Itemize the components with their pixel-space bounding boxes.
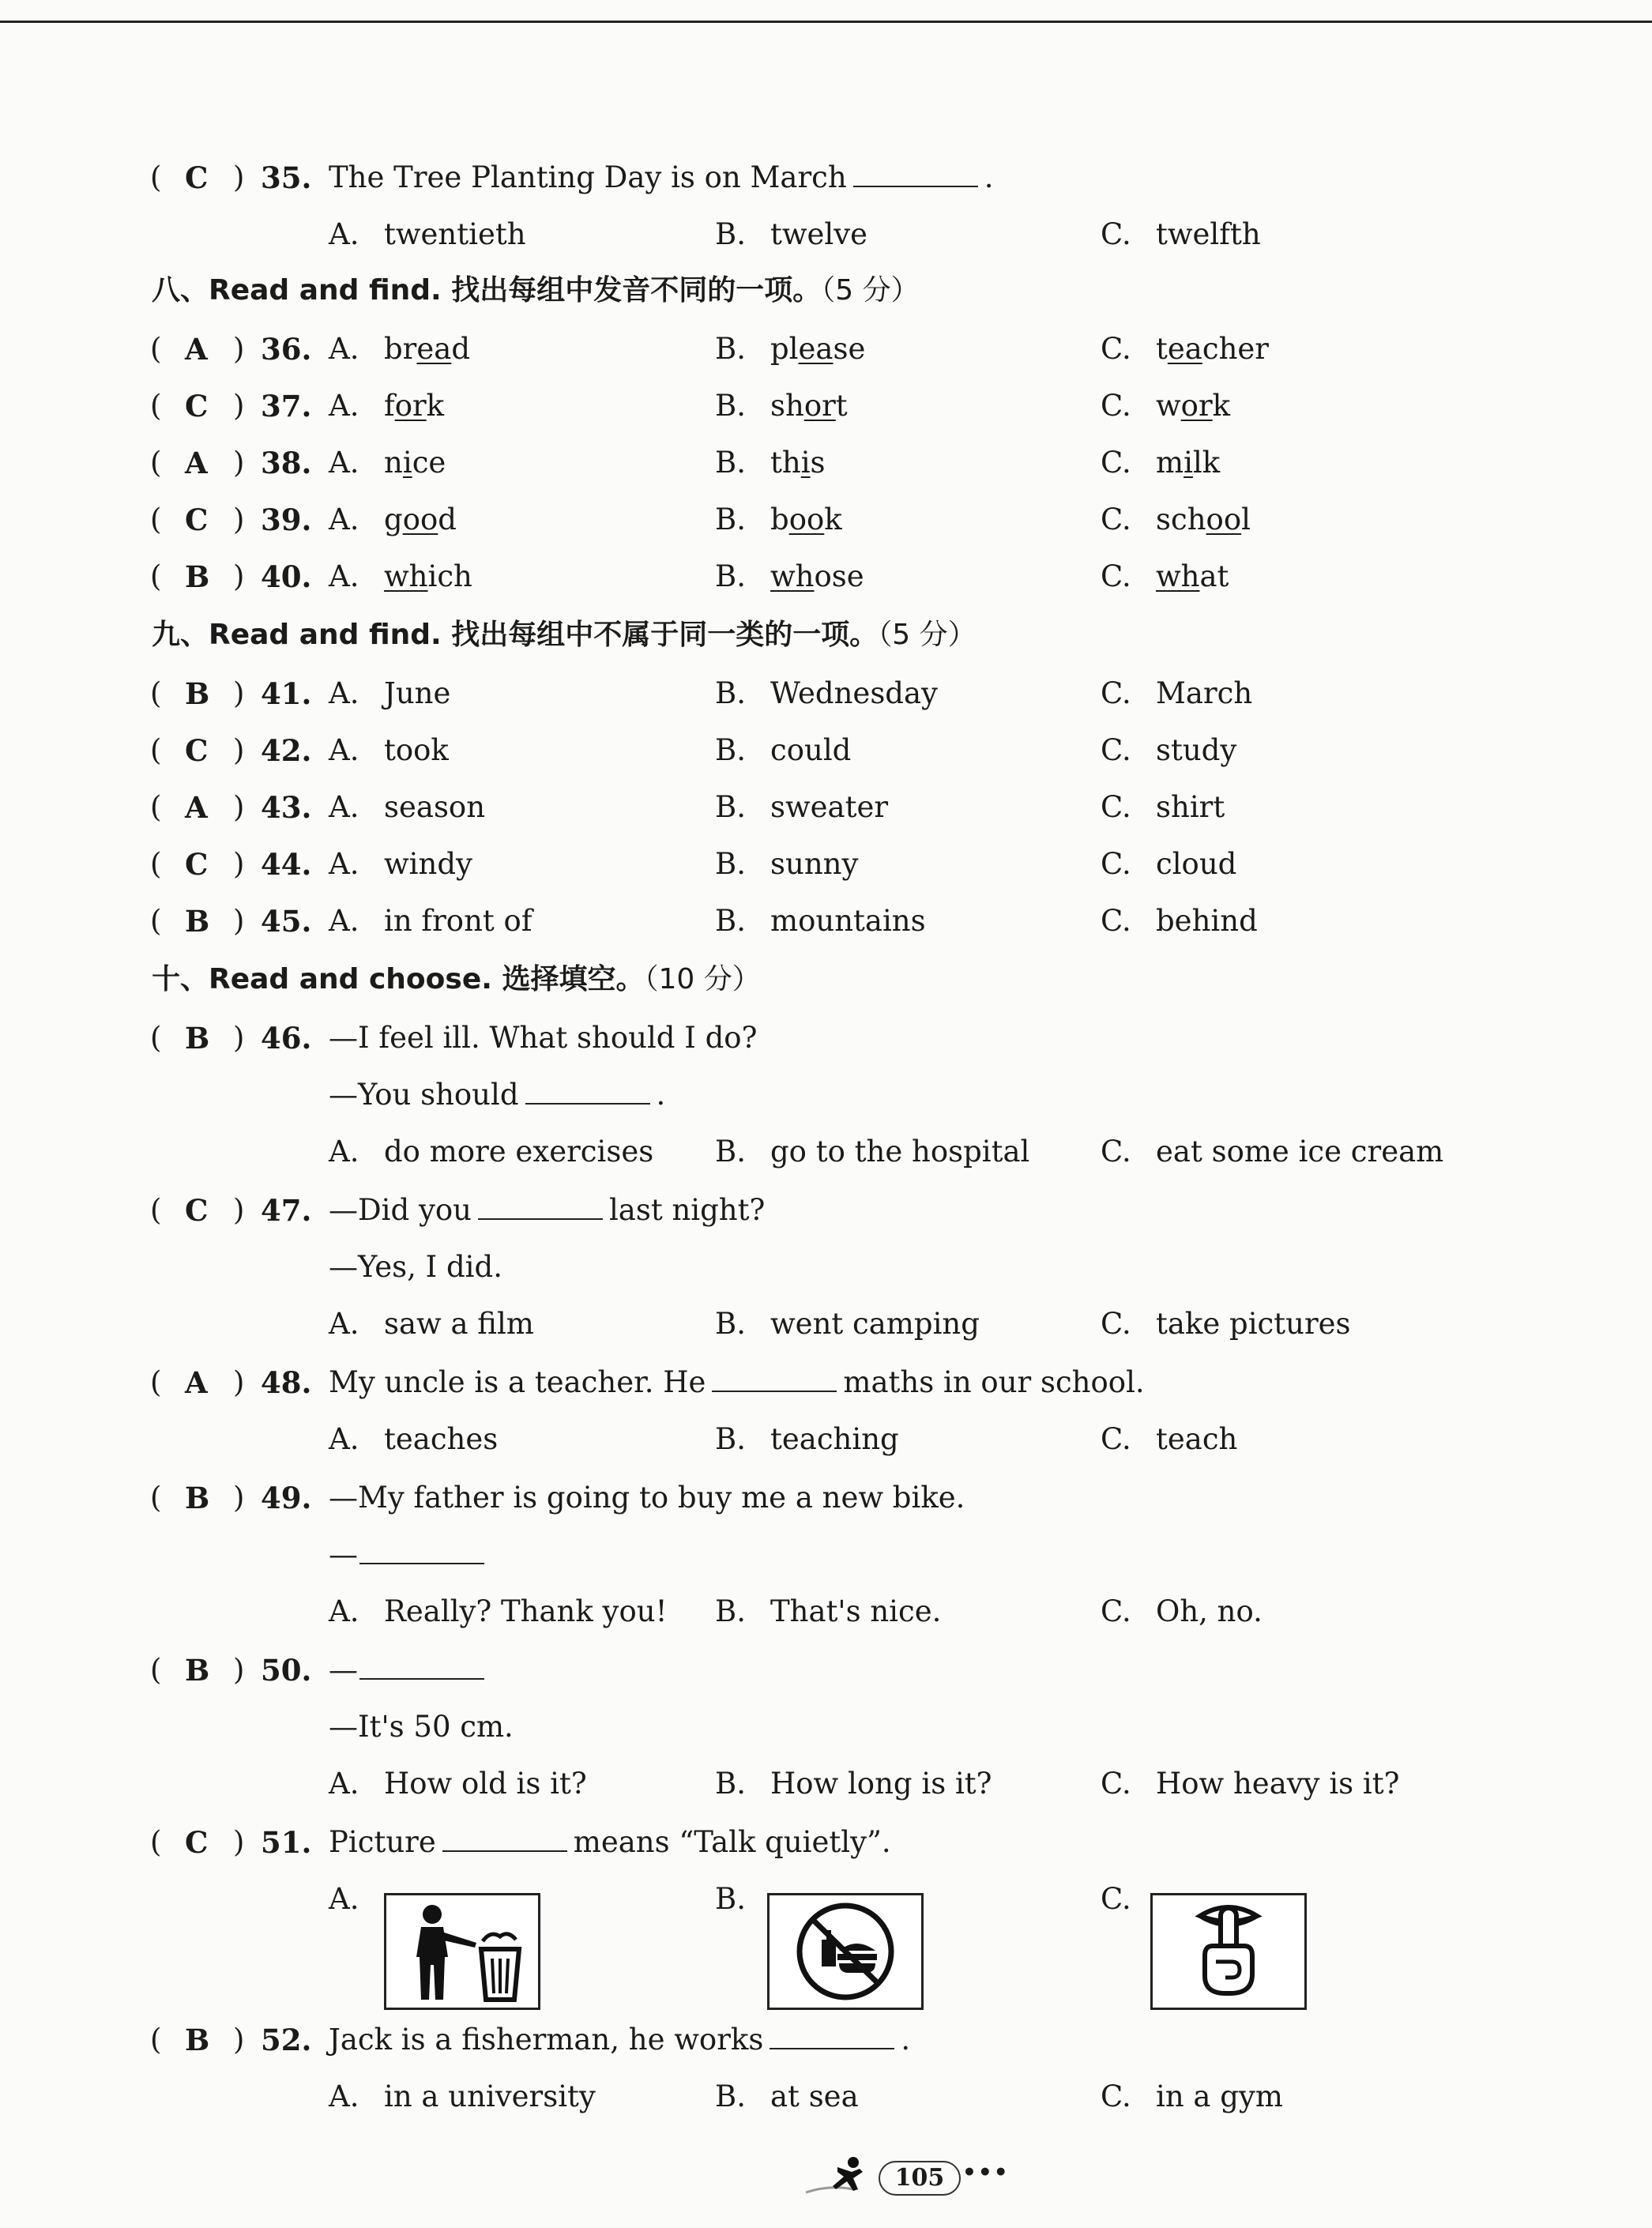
runner-icon [798,2153,877,2200]
option-b: B. twelve [715,217,868,251]
page-number: 105 [879,2161,961,2196]
answer-paren: ( C ) [150,160,245,195]
footer-dots: ••• [962,2159,1010,2185]
top-rule [0,21,1652,23]
quiet-finger-icon [1153,1895,1304,2008]
question-stem: The Tree Planting Day is on March . [329,160,994,194]
option-b: B. please [715,332,866,366]
picture-a [384,1893,540,2010]
question-number: 35. [261,160,312,195]
trash-bin-icon [386,1895,538,2008]
section-8-heading: 八、Read and find. 找出每组中发音不同的一项。（5 分） [152,274,920,307]
no-food-icon [770,1895,921,2008]
page-footer [798,2153,1010,2200]
section-9-heading: 九、Read and find. 找出每组中不属于同一类的一项。（5 分） [152,619,977,651]
option-c: C. twelfth [1101,217,1261,251]
option-a: A. bread [329,332,471,366]
option-a: A. twentieth [329,217,526,251]
option-c: C. teacher [1101,332,1269,366]
picture-c [1150,1893,1307,2010]
picture-b [767,1893,924,2010]
blank [853,160,978,187]
section-10-heading: 十、Read and choose. 选择填空。（10 分） [152,963,761,995]
